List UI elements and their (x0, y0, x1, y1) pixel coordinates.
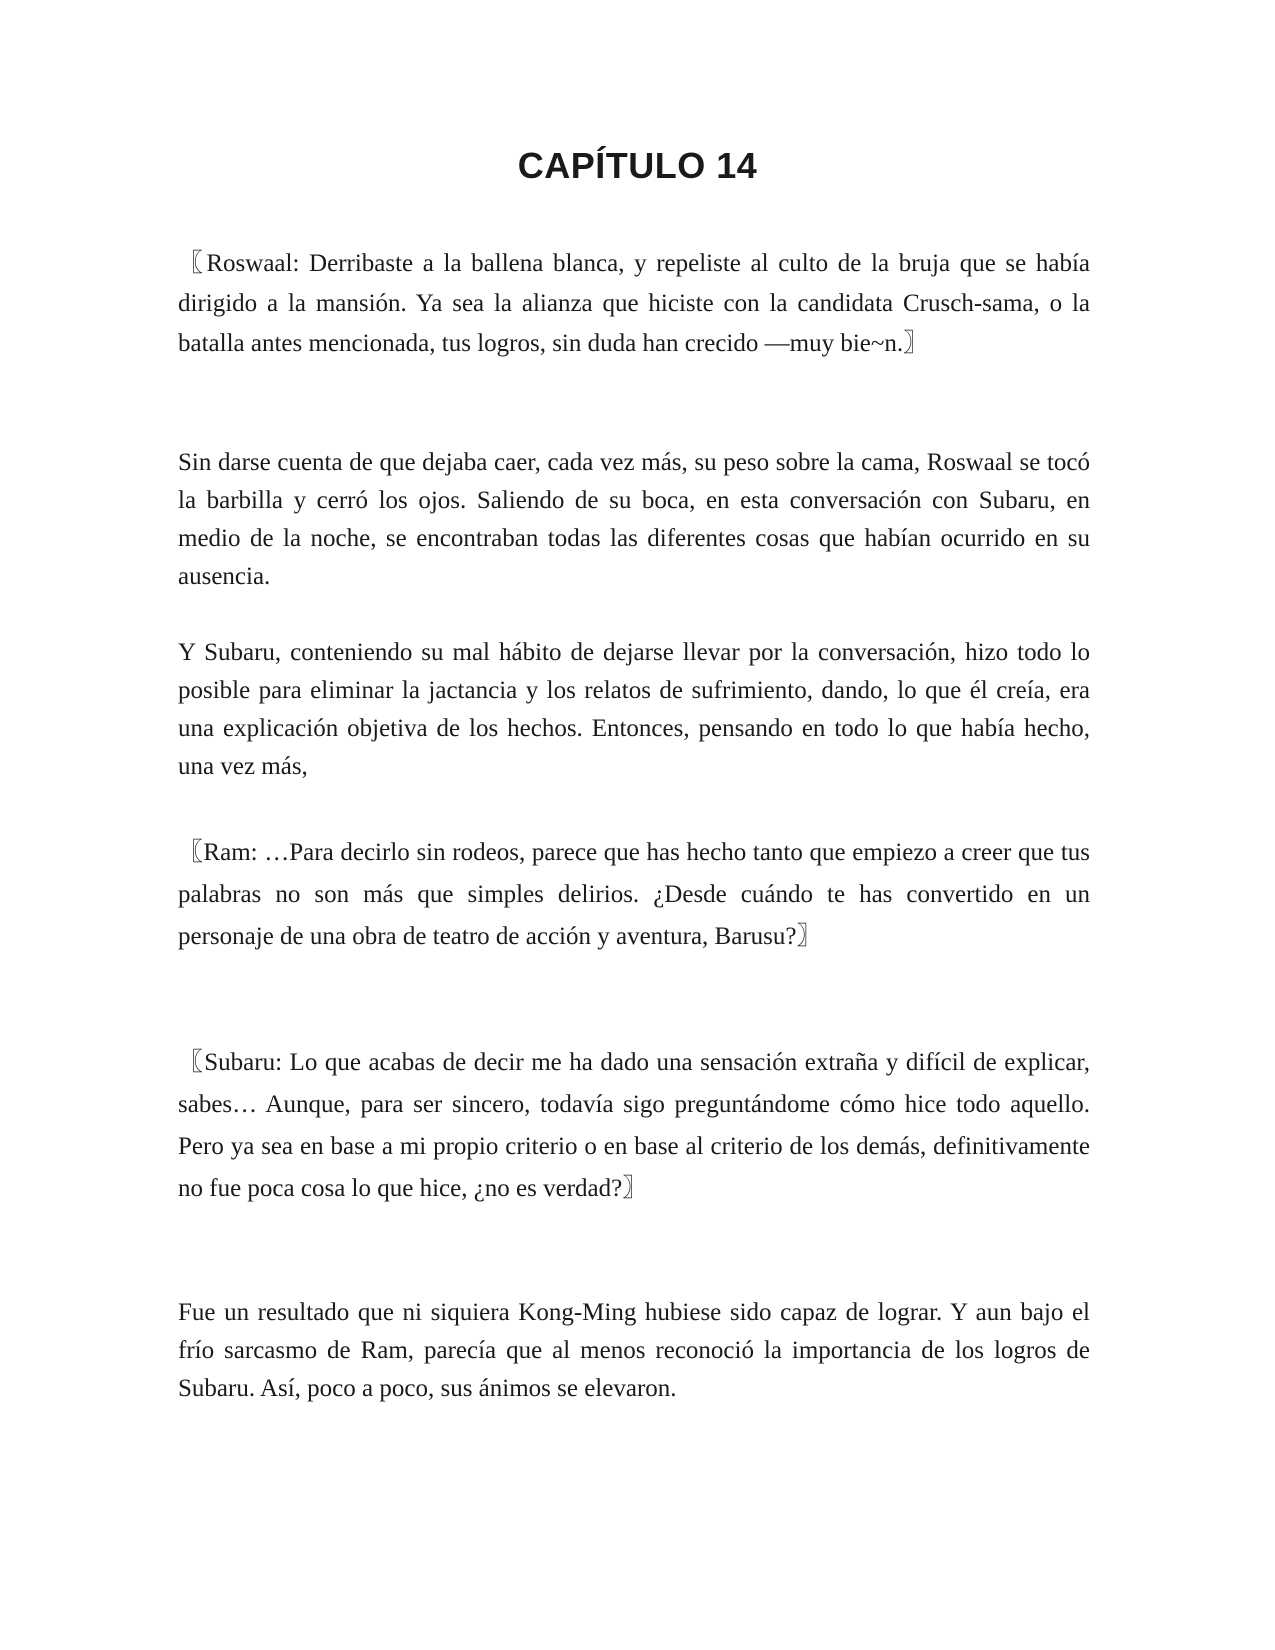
narration-paragraph: Fue un resultado que ni siquiera Kong-Ming hubiese sido capaz de lograr. Y aun bajo el frío sarcasmo de Ram, parecía que al menos reconoció la importancia de los logros de Subaru. Así, poco a poco, sus ánimos se elevaron. (178, 1299, 1090, 1402)
chapter-title: CAPÍTULO 14 (517, 145, 758, 186)
narration-paragraph: Sin darse cuenta de que dejaba caer, cada vez más, su peso sobre la cama, Roswaal se tocó la barbilla y cerró los ojos. Saliendo de su boca, en esta conversación con Subaru, en medio de la noche, se encontraban todas las diferentes cosas que habían ocurrido en su ausencia. (178, 449, 1090, 590)
dialogue-ram: 〖Ram: …Para decirlo sin rodeos, parece que has hecho tanto que empiezo a creer que tus palabras no son más que simples delirios. ¿Desde cuándo te has convertido en un personaje de una obra de teatro de acción y aventura, Barusu?〗 (178, 839, 1090, 950)
narration-paragraph: Y Subaru, conteniendo su mal hábito de dejarse llevar por la conversación, hizo todo lo posible para eliminar la jactancia y los relatos de sufrimiento, dando, lo que él creía, era una explicación objetiva de los hechos. Entonces, pensando en todo lo que había hecho, una vez más, (178, 639, 1090, 780)
dialogue-roswaal: 〖Roswaal: Derribaste a la ballena blanca, y repeliste al culto de la bruja que se había dirigido a la mansión. Ya sea la alianza que hiciste con la candidata Crusch-sama, o la batalla antes mencionada, tus logros, sin duda han crecido —muy bie~n.〗 (178, 250, 1090, 357)
dialogue-subaru: 〖Subaru: Lo que acabas de decir me ha dado una sensación extraña y difícil de explicar, sabes… Aunque, para ser sincero, todavía sigo preguntándome cómo hice todo aquello. Pero ya sea en base a mi propio criterio o en base al criterio de los demás, definitivamente no fue poca cosa lo que hice, ¿no es verdad?〗 (178, 1049, 1090, 1202)
